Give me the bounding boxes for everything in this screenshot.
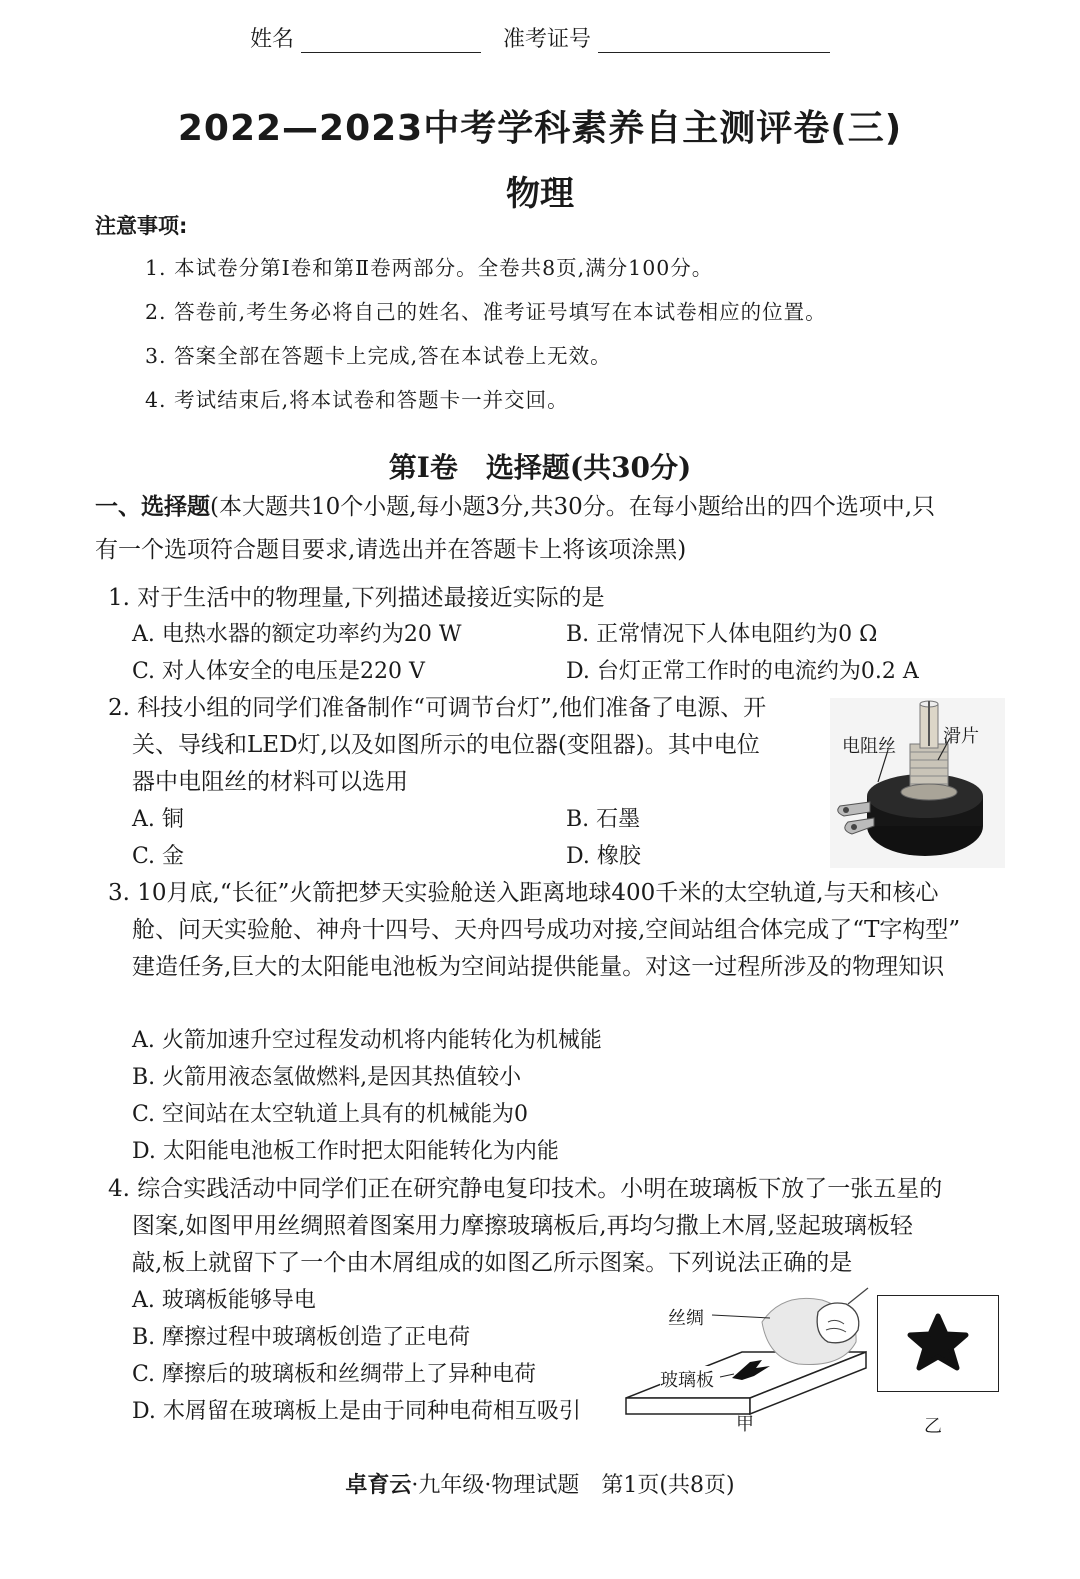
q2-option-a: A. 铜 — [132, 807, 184, 832]
q1-option-c: C. 对人体安全的电压是220 V — [132, 659, 425, 684]
q4-stem-line3: 敲,板上就留下了一个由木屑组成的如图乙所示图案。下列说法正确的是 — [132, 1250, 853, 1276]
label-silk: 丝绸 — [668, 1308, 704, 1329]
footer-info: ·九年级·物理试题 第1页(共8页) — [411, 1473, 735, 1498]
q3-stem-line3: 建造任务,巨大的太阳能电池板为空间站提供能量。对这一过程所涉及的物理知识 — [132, 954, 945, 980]
q4-option-b: B. 摩擦过程中玻璃板创造了正电荷 — [132, 1325, 471, 1350]
notice-item: 3. 答案全部在答题卡上完成,答在本试卷上无效。 — [145, 344, 612, 368]
star-pattern-icon — [878, 1296, 998, 1391]
q3-option-b: B. 火箭用液态氢做燃料,是因其热值较小 — [132, 1065, 522, 1090]
id-blank[interactable] — [598, 28, 830, 53]
section-instr-line2: 有一个选项符合题目要求,请选出并在答题卡上将该项涂黑) — [95, 537, 687, 563]
id-label: 准考证号 — [503, 27, 592, 52]
volume-title: 第Ⅰ卷 选择题(共30分) — [388, 451, 692, 484]
q4-option-d: D. 木屑留在玻璃板上是由于同种电荷相互吸引 — [132, 1399, 581, 1424]
q3-option-d: D. 太阳能电池板工作时把太阳能转化为内能 — [132, 1139, 559, 1164]
q2-stem-line1: 2. 科技小组的同学们准备制作“可调节台灯”,他们准备了电源、开 — [108, 695, 767, 721]
q4-option-a: A. 玻璃板能够导电 — [132, 1288, 316, 1313]
footer-brand: 卓育云 — [345, 1473, 412, 1498]
notice-title: 注意事项: — [95, 214, 188, 238]
label-yi: 乙 — [924, 1416, 942, 1437]
q2-option-b: B. 石墨 — [566, 807, 641, 832]
q1-option-b: B. 正常情况下人体电阻约为0 Ω — [566, 622, 878, 647]
figure-jia — [622, 1282, 874, 1442]
subject-title: 物理 — [506, 174, 574, 214]
q2-stem-line2: 关、导线和LED灯,以及如图所示的电位器(变阻器)。其中电位 — [132, 732, 760, 758]
name-label: 姓名 — [249, 27, 294, 52]
q4-stem-line2: 图案,如图甲用丝绸照着图案用力摩擦玻璃板后,再均匀撒上木屑,竖起玻璃板轻 — [132, 1213, 913, 1239]
q3-option-a: A. 火箭加速升空过程发动机将内能转化为机械能 — [132, 1028, 602, 1053]
q1-option-a: A. 电热水器的额定功率约为20 W — [132, 622, 462, 647]
q3-stem-line2: 舱、问天实验舱、神舟十四号、天舟四号成功对接,空间站组合体完成了“T字构型” — [132, 917, 961, 943]
notice-item: 2. 答卷前,考生务必将自己的姓名、准考证号填写在本试卷相应的位置。 — [145, 300, 827, 324]
exam-title: 2022—2023中考学科素养自主测评卷(三) — [177, 108, 903, 149]
notice-item: 1. 本试卷分第Ⅰ卷和第Ⅱ卷两部分。全卷共8页,满分100分。 — [145, 256, 714, 280]
label-jia: 甲 — [736, 1414, 754, 1435]
page-footer — [0, 1468, 1080, 1499]
section-instructions — [95, 489, 935, 526]
exam-header — [0, 22, 1080, 53]
section-heading: 一、选择题 — [95, 494, 210, 520]
q1-option-d: D. 台灯正常工作时的电流约为0.2 A — [566, 659, 919, 684]
label-resistance-wire: 电阻丝 — [842, 736, 896, 757]
potentiometer-figure — [830, 698, 1005, 868]
notice-item: 4. 考试结束后,将本试卷和答题卡一并交回。 — [145, 388, 569, 412]
name-blank[interactable] — [301, 28, 481, 53]
q2-option-c: C. 金 — [132, 844, 185, 869]
label-slider: 滑片 — [943, 726, 979, 747]
q2-stem-line3: 器中电阻丝的材料可以选用 — [132, 769, 408, 795]
q4-stem-line1: 4. 综合实践活动中同学们正在研究静电复印技术。小明在玻璃板下放了一张五星的 — [108, 1176, 943, 1202]
section-instr-line1: (本大题共10个小题,每小题3分,共30分。在每小题给出的四个选项中,只 — [210, 494, 936, 520]
q3-stem-line1: 3. 10月底,“长征”火箭把梦天实验舱送入距离地球400千米的太空轨道,与天和核心 — [108, 880, 939, 906]
label-glass-plate: 玻璃板 — [660, 1366, 714, 1392]
figure-yi — [877, 1295, 999, 1392]
q1-stem: 1. 对于生活中的物理量,下列描述最接近实际的是 — [108, 585, 605, 611]
q3-option-c: C. 空间站在太空轨道上具有的机械能为0 — [132, 1102, 529, 1127]
q2-option-d: D. 橡胶 — [566, 844, 641, 869]
q4-option-c: C. 摩擦后的玻璃板和丝绸带上了异种电荷 — [132, 1362, 537, 1387]
